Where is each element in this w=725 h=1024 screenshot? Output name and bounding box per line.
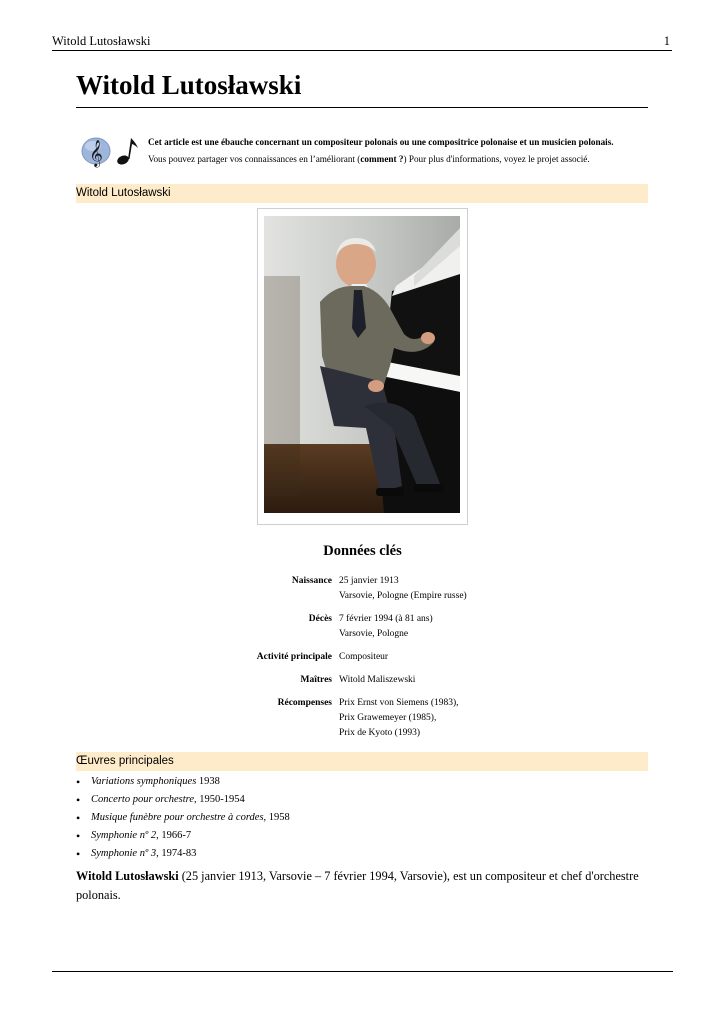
comment-link[interactable]: comment ?	[360, 154, 404, 164]
infobox-value: 25 janvier 1913 Varsovie, Pologne (Empire russe)	[339, 576, 467, 601]
intro-text: (25 janvier 1913, Varsovie – 7 février 1994, Varsovie), est un compositeur et chef d'orchestre polonais.	[76, 869, 639, 902]
bullet: •	[76, 775, 81, 789]
infobox-row-maitres	[140, 673, 590, 688]
infobox-key: Maîtres	[300, 675, 332, 685]
svg-text:𝄞: 𝄞	[89, 141, 103, 167]
list-item	[76, 827, 648, 845]
infobox-row-deces	[140, 612, 590, 642]
intro-paragraph	[76, 867, 648, 905]
bullet: •	[76, 829, 81, 843]
work-title[interactable]: Concerto pour orchestre	[91, 794, 195, 805]
page-title: Witold Lutosławski	[76, 70, 648, 108]
work-title[interactable]: Musique funèbre pour orchestre à cordes	[91, 812, 264, 823]
footer-rule	[52, 971, 673, 972]
music-note-icon	[116, 138, 138, 166]
bullet: •	[76, 847, 81, 861]
running-head-title: Witold Lutosławski	[52, 34, 151, 48]
works-list	[76, 773, 648, 863]
page-number: 1	[663, 34, 670, 48]
stub-notice	[80, 130, 650, 170]
infobox-key: Activité principale	[256, 652, 332, 662]
infobox-value: Witold Maliszewski	[339, 675, 416, 685]
work-title[interactable]: Symphonie nº 2	[91, 830, 157, 841]
infobox-row-activite	[140, 650, 590, 665]
work-title[interactable]: Variations symphoniques	[91, 776, 197, 787]
work-date: , 1950-1954	[194, 794, 245, 805]
infobox-value: Compositeur	[339, 652, 389, 662]
infobox-key: Décès	[308, 614, 332, 624]
bullet: •	[76, 811, 81, 825]
work-date: 1938	[196, 776, 220, 787]
infobox-key: Naissance	[291, 576, 332, 586]
work-date: , 1966-7	[156, 830, 192, 841]
work-date: , 1958	[263, 812, 290, 823]
stub-line-2: Vous pouvez partager vos connaissances en l’améliorant (comment ?) Pour plus d'informations, voyez le projet associé.	[148, 154, 590, 164]
treble-clef-icon	[82, 138, 110, 168]
infobox-row-recompenses	[140, 696, 590, 741]
stub-text	[148, 134, 650, 168]
infobox-value: 7 février 1994 (à 81 ans) Varsovie, Pologne	[339, 614, 433, 639]
portrait-photo	[257, 208, 468, 525]
stub-icons	[80, 132, 142, 168]
infobox-value: Prix Ernst von Siemens (1983), Prix Grawemeyer (1985), Prix de Kyoto (1993)	[339, 698, 459, 738]
subject-name: Witold Lutosławski	[76, 869, 179, 883]
list-item	[76, 809, 648, 827]
infobox-title: Données clés	[323, 543, 402, 559]
infobox-key: Récompenses	[277, 698, 332, 708]
running-head	[52, 34, 672, 51]
infobox-header: Witold Lutosławski	[76, 184, 648, 203]
list-item	[76, 845, 648, 863]
work-title[interactable]: Symphonie nº 3	[91, 848, 157, 859]
list-item	[76, 773, 648, 791]
bullet: •	[76, 793, 81, 807]
stub-line-1: Cet article est une ébauche concernant un compositeur polonais ou une compositrice polonaise et un musicien polonais.	[148, 137, 614, 147]
list-item	[76, 791, 648, 809]
works-header: Œuvres principales	[76, 752, 648, 771]
infobox-row-naissance	[140, 574, 590, 604]
infobox-table	[140, 574, 590, 749]
work-date: , 1974-83	[156, 848, 197, 859]
